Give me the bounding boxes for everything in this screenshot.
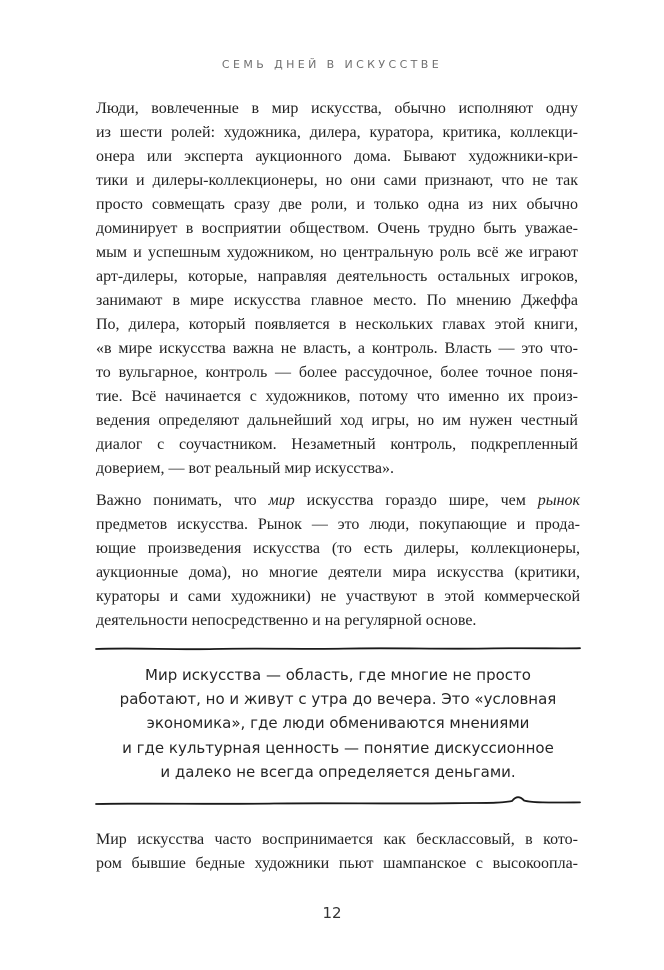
text-line: доминирует в восприятии обществом. Очень трудно быть уважае- (96, 220, 578, 237)
body-paragraph-3 (96, 828, 578, 876)
text-line: предметов искусства. Рынок — это люди, покупающие и прода- (96, 516, 580, 533)
text-line: онера или эксперта аукционного дома. Бывают художники-кри- (96, 148, 578, 165)
pullquote-line: и далеко не всегда определяется деньгами. (160, 762, 516, 781)
text-line: тие. Всё начинается с художников, потому что именно их произ- (96, 388, 578, 405)
text-line: «в мире искусства важна не власть, а контроль. Власть — это что- (96, 340, 578, 357)
text-line: Мир искусства часто воспринимается как бесклассовый, в кото- (96, 831, 578, 848)
text-line: арт-дилеры, которые, направляя деятельность остальных игроков, (96, 268, 578, 285)
pullquote (96, 663, 580, 784)
pullquote-line: экономика», где люди обмениваются мнениями (146, 714, 530, 733)
text-line: Люди, вовлеченные в мир искусства, обычно исполняют одну (96, 100, 578, 117)
text-line: аукционные дома), но многие деятели мира искусства (критики, (96, 564, 580, 581)
text-line: занимают в мире искусства главное место. По мнению Джеффа (96, 292, 578, 309)
text-line: то вульгарное, контроль — более рассудочное, более точное поня- (96, 364, 578, 381)
text-line: По, дилера, который появляется в нескольких главах этой книги, (96, 316, 578, 333)
body-paragraph-1 (96, 97, 578, 481)
pullquote-line: и где культурная ценность — понятие дискуссионное (122, 738, 554, 757)
text-line: кураторы и сами художники) не участвуют в этой коммерческой (96, 588, 580, 605)
pullquote-rule-top (94, 638, 582, 658)
text-line: диалог с соучастником. Незаметный контроль, подкрепленный (96, 436, 578, 453)
text-line: ром бывшие бедные художники пьют шампанское с высокоопла- (96, 855, 578, 872)
text-line: просто совмещать сразу две роли, и только одна из них обычно (96, 196, 578, 213)
text-line: доверием, — вот реальный мир искусства». (96, 460, 394, 477)
text-line: из шести ролей: художника, дилера, куратора, критика, коллекци- (96, 124, 578, 141)
text-line: ющие произведения искусства (то есть дилеры, коллекционеры, (96, 540, 580, 557)
emphasis-rynok: рынок (537, 492, 580, 509)
text-line: мым и успешным художником, но центральную роль всё же играют (96, 244, 578, 261)
pullquote-rule-bottom (94, 790, 582, 810)
text-line: ведения определяют дальнейший ход игры, но им нужен честный (96, 412, 578, 429)
pullquote-line: Мир искусства — область, где многие не просто (145, 666, 531, 684)
emphasis-mir: мир (268, 492, 295, 509)
text-run: искусства гораздо шире, чем (294, 492, 538, 509)
pullquote-line: работают, но и живут с утра до вечера. Это «условная (119, 690, 557, 709)
text-line: тики и дилеры-коллекционеры, но они сами признают, что не так (96, 172, 578, 189)
text-run: Важно понимать, что (96, 492, 269, 509)
text-line (96, 489, 580, 513)
body-paragraph-2 (96, 489, 580, 633)
running-head: СЕМЬ ДНЕЙ В ИСКУССТВЕ (221, 58, 443, 71)
page-number: 12 (322, 904, 342, 922)
text-line: деятельности непосредственно и на регулярной основе. (96, 612, 477, 629)
